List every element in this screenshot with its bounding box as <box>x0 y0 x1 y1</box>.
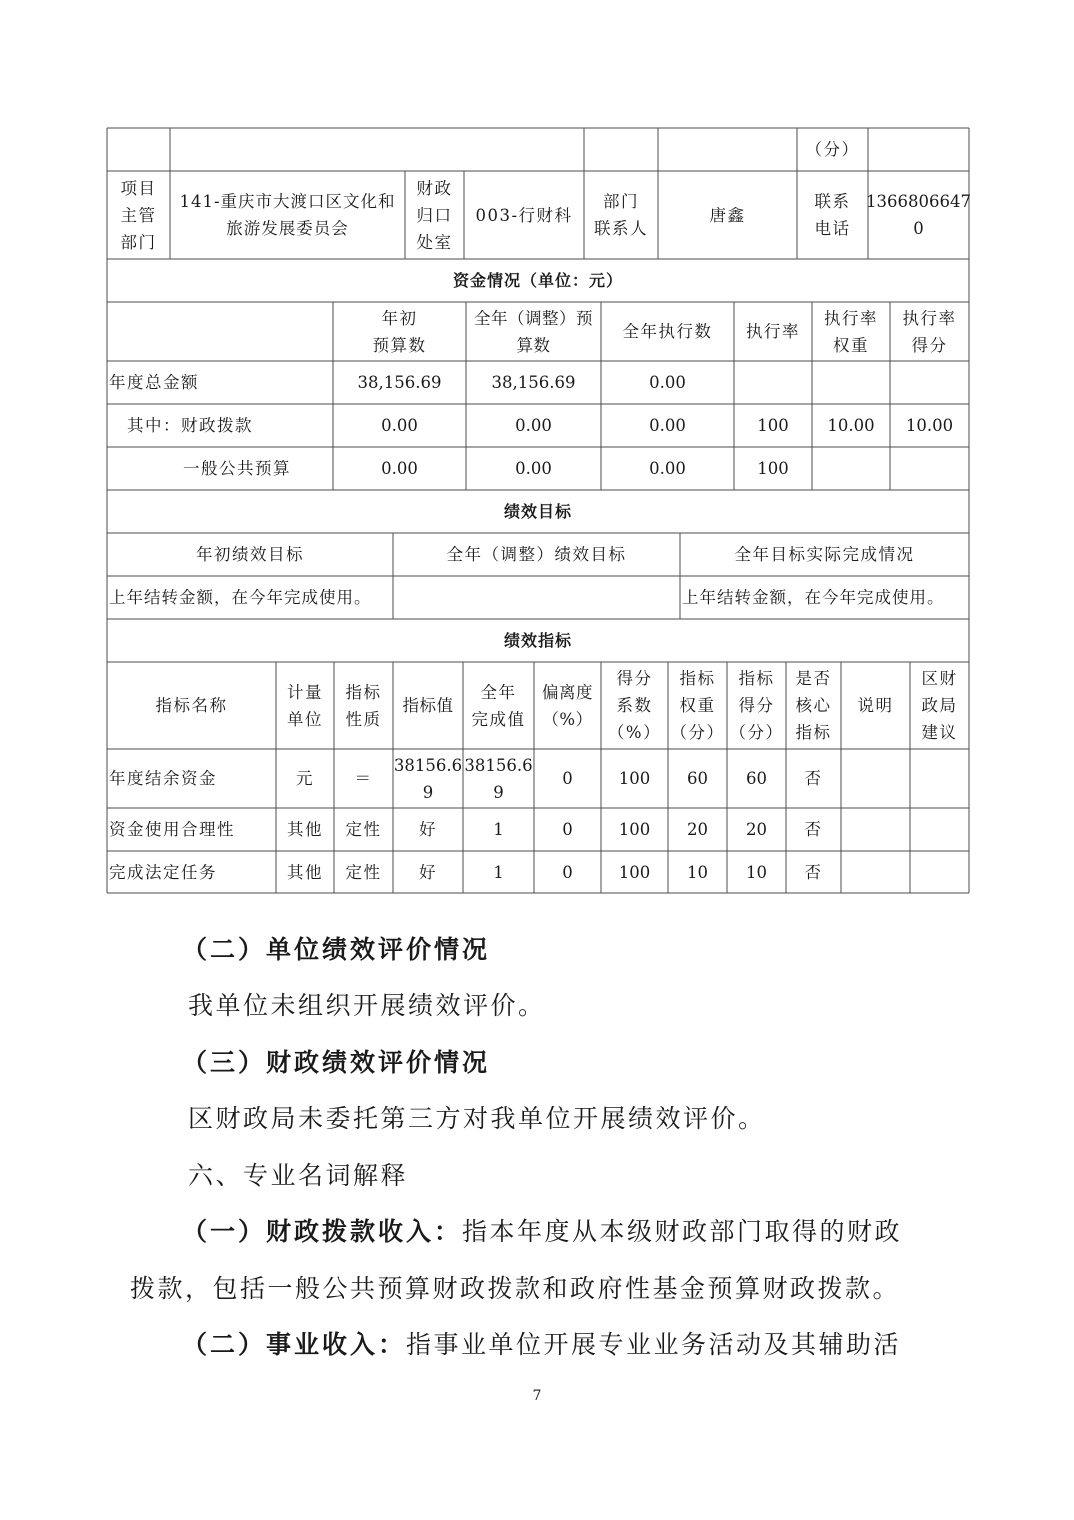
indicator-header: 指标 权重 （分） <box>670 669 725 742</box>
indicator-cell: 10 <box>746 862 767 882</box>
term1-label: （一）财政拨款收入： <box>182 1217 463 1246</box>
goals-header: 全年（调整）绩效目标 <box>446 545 627 564</box>
funds-header: 执行率 <box>746 322 800 341</box>
contact-label: 部门 联系人 <box>594 192 648 238</box>
fin-eval-heading: （三）财政绩效评价情况 <box>182 1048 491 1077</box>
funds-cell: 100 <box>757 459 789 478</box>
funds-cell <box>734 361 812 404</box>
indicator-header: 偏离度 （%） <box>542 682 593 729</box>
indicator-cell: 20 <box>687 820 708 839</box>
indicator-cell: 60 <box>687 769 708 788</box>
goals-header: 年初绩效目标 <box>196 545 304 564</box>
indicator-cell: 100 <box>618 769 651 788</box>
funds-header: 执行率 权重 <box>824 308 878 355</box>
indicator-header: 计量 单位 <box>287 682 323 729</box>
indicator-header: 指标 性质 <box>345 682 382 729</box>
indicator-cell: 0 <box>562 769 573 788</box>
term2-text: 指事业单位开展专业业务活动及其辅助活 <box>406 1330 902 1359</box>
indicator-cell: 1 <box>493 820 504 839</box>
goals-value: 上年结转金额，在今年完成使用。 <box>682 588 945 607</box>
funds-row-label: 年度总金额 <box>109 373 199 392</box>
indicator-header: 指标 得分 （分） <box>729 669 784 742</box>
indicator-cell: 其他 <box>287 820 323 839</box>
dept-value: 141-重庆市大渡口区文化和 旅游发展委员会 <box>179 192 396 238</box>
indicator-cell: 100 <box>618 820 651 839</box>
funds-cell: 0.00 <box>649 459 686 478</box>
indicator-cell: 资金使用合理性 <box>109 820 235 839</box>
indicator-cell: 好 <box>419 820 437 839</box>
indicator-header: 指标值 <box>402 696 454 715</box>
indicator-cell: 0 <box>562 820 573 839</box>
funds-cell: 0.00 <box>515 459 552 478</box>
term2-line <box>182 1317 1012 1373</box>
unit-eval-text: 我单位未组织开展绩效评价。 <box>188 991 546 1020</box>
dept-label: 项目 主管 部门 <box>120 178 157 252</box>
indicator-cell: 0 <box>562 862 573 882</box>
fin-eval-text: 区财政局未委托第三方对我单位开展绩效评价。 <box>188 1104 766 1133</box>
funds-title: 资金情况（单位：元） <box>452 271 623 290</box>
indicator-cell: 其他 <box>287 862 323 882</box>
funds-cell <box>890 361 969 404</box>
funds-cell: 0.00 <box>649 373 686 392</box>
indicator-header: 区财 政局 建议 <box>921 669 958 742</box>
indicators-title: 绩效指标 <box>503 631 572 650</box>
funds-cell: 0.00 <box>649 416 686 435</box>
indicator-header: 是否 核心 指标 <box>795 669 832 742</box>
indicator-header: 说明 <box>857 696 894 715</box>
funds-cell <box>812 447 890 490</box>
indicator-cell <box>910 808 969 851</box>
office-label: 财政 归口 处室 <box>416 178 453 252</box>
contact-value: 唐鑫 <box>709 205 746 225</box>
funds-header: 全年执行数 <box>622 322 713 341</box>
indicator-cell <box>841 851 910 893</box>
goals-title: 绩效目标 <box>503 502 572 521</box>
indicator-cell: 100 <box>618 862 651 882</box>
indicator-cell: 定性 <box>345 862 382 882</box>
indicator-cell: 年度结余资金 <box>109 769 217 788</box>
indicator-cell: 38156.6 9 <box>464 755 533 802</box>
funds-cell: 0.00 <box>381 416 418 435</box>
office-value: 003-行财科 <box>475 205 573 225</box>
terms-heading: 六、专业名词解释 <box>188 1161 409 1190</box>
funds-cell <box>890 447 969 490</box>
funds-cell: 10.00 <box>905 416 954 435</box>
term1-text: 指本年度从本级财政部门取得的财政 <box>462 1217 903 1246</box>
indicator-header: 得分 系数 （%） <box>607 669 662 742</box>
score-unit-cell: （分） <box>805 140 860 159</box>
indicator-cell <box>841 808 910 851</box>
indicator-cell <box>910 749 969 808</box>
indicator-cell: 10 <box>687 862 708 882</box>
funds-cell: 38,156.69 <box>357 373 442 392</box>
phone-value: 1366806647 0 <box>866 192 971 238</box>
phone-label: 联系 电话 <box>814 192 851 238</box>
funds-cell: 10.00 <box>827 416 875 435</box>
indicator-cell <box>910 851 969 893</box>
indicator-cell: 否 <box>804 820 823 839</box>
unit-eval-heading: （二）单位绩效评价情况 <box>182 935 491 964</box>
funds-cell: 0.00 <box>515 416 552 435</box>
indicator-cell: 38156.6 9 <box>393 755 463 802</box>
funds-cell: 0.00 <box>381 459 418 478</box>
indicator-header: 全年 完成值 <box>471 682 526 729</box>
indicator-cell: 元 <box>296 769 314 788</box>
indicator-cell: 1 <box>493 862 504 882</box>
indicator-cell: 20 <box>746 820 767 839</box>
term1-line <box>182 1204 1012 1260</box>
funds-row-label: 其中：财政拨款 <box>127 416 253 435</box>
indicator-cell: 否 <box>804 769 823 788</box>
indicator-cell: ＝ <box>354 769 373 788</box>
indicator-header: 指标名称 <box>155 696 228 715</box>
goals-value <box>393 576 680 619</box>
term1-continuation: 拨款，包括一般公共预算财政拨款和政府性基金预算财政拨款。 <box>130 1274 901 1303</box>
term2-label: （二）事业收入： <box>182 1330 407 1359</box>
funds-cell: 38,156.69 <box>491 373 576 392</box>
indicator-cell <box>841 749 910 808</box>
funds-header: 全年（调整）预 算数 <box>474 308 593 355</box>
funds-header: 年初 预算数 <box>372 308 427 355</box>
goals-header: 全年目标实际完成情况 <box>734 545 915 564</box>
funds-cell: 100 <box>757 416 789 435</box>
page-number: 7 <box>532 1388 542 1404</box>
funds-cell <box>812 361 890 404</box>
goals-value: 上年结转金额，在今年完成使用。 <box>109 588 372 607</box>
indicator-cell: 定性 <box>345 820 382 839</box>
indicator-cell: 完成法定任务 <box>109 862 217 882</box>
funds-row-label: 一般公共预算 <box>183 459 291 478</box>
indicator-cell: 否 <box>804 862 823 882</box>
indicator-cell: 60 <box>746 769 767 788</box>
funds-header: 执行率 得分 <box>902 308 957 355</box>
indicator-cell: 好 <box>419 862 437 882</box>
